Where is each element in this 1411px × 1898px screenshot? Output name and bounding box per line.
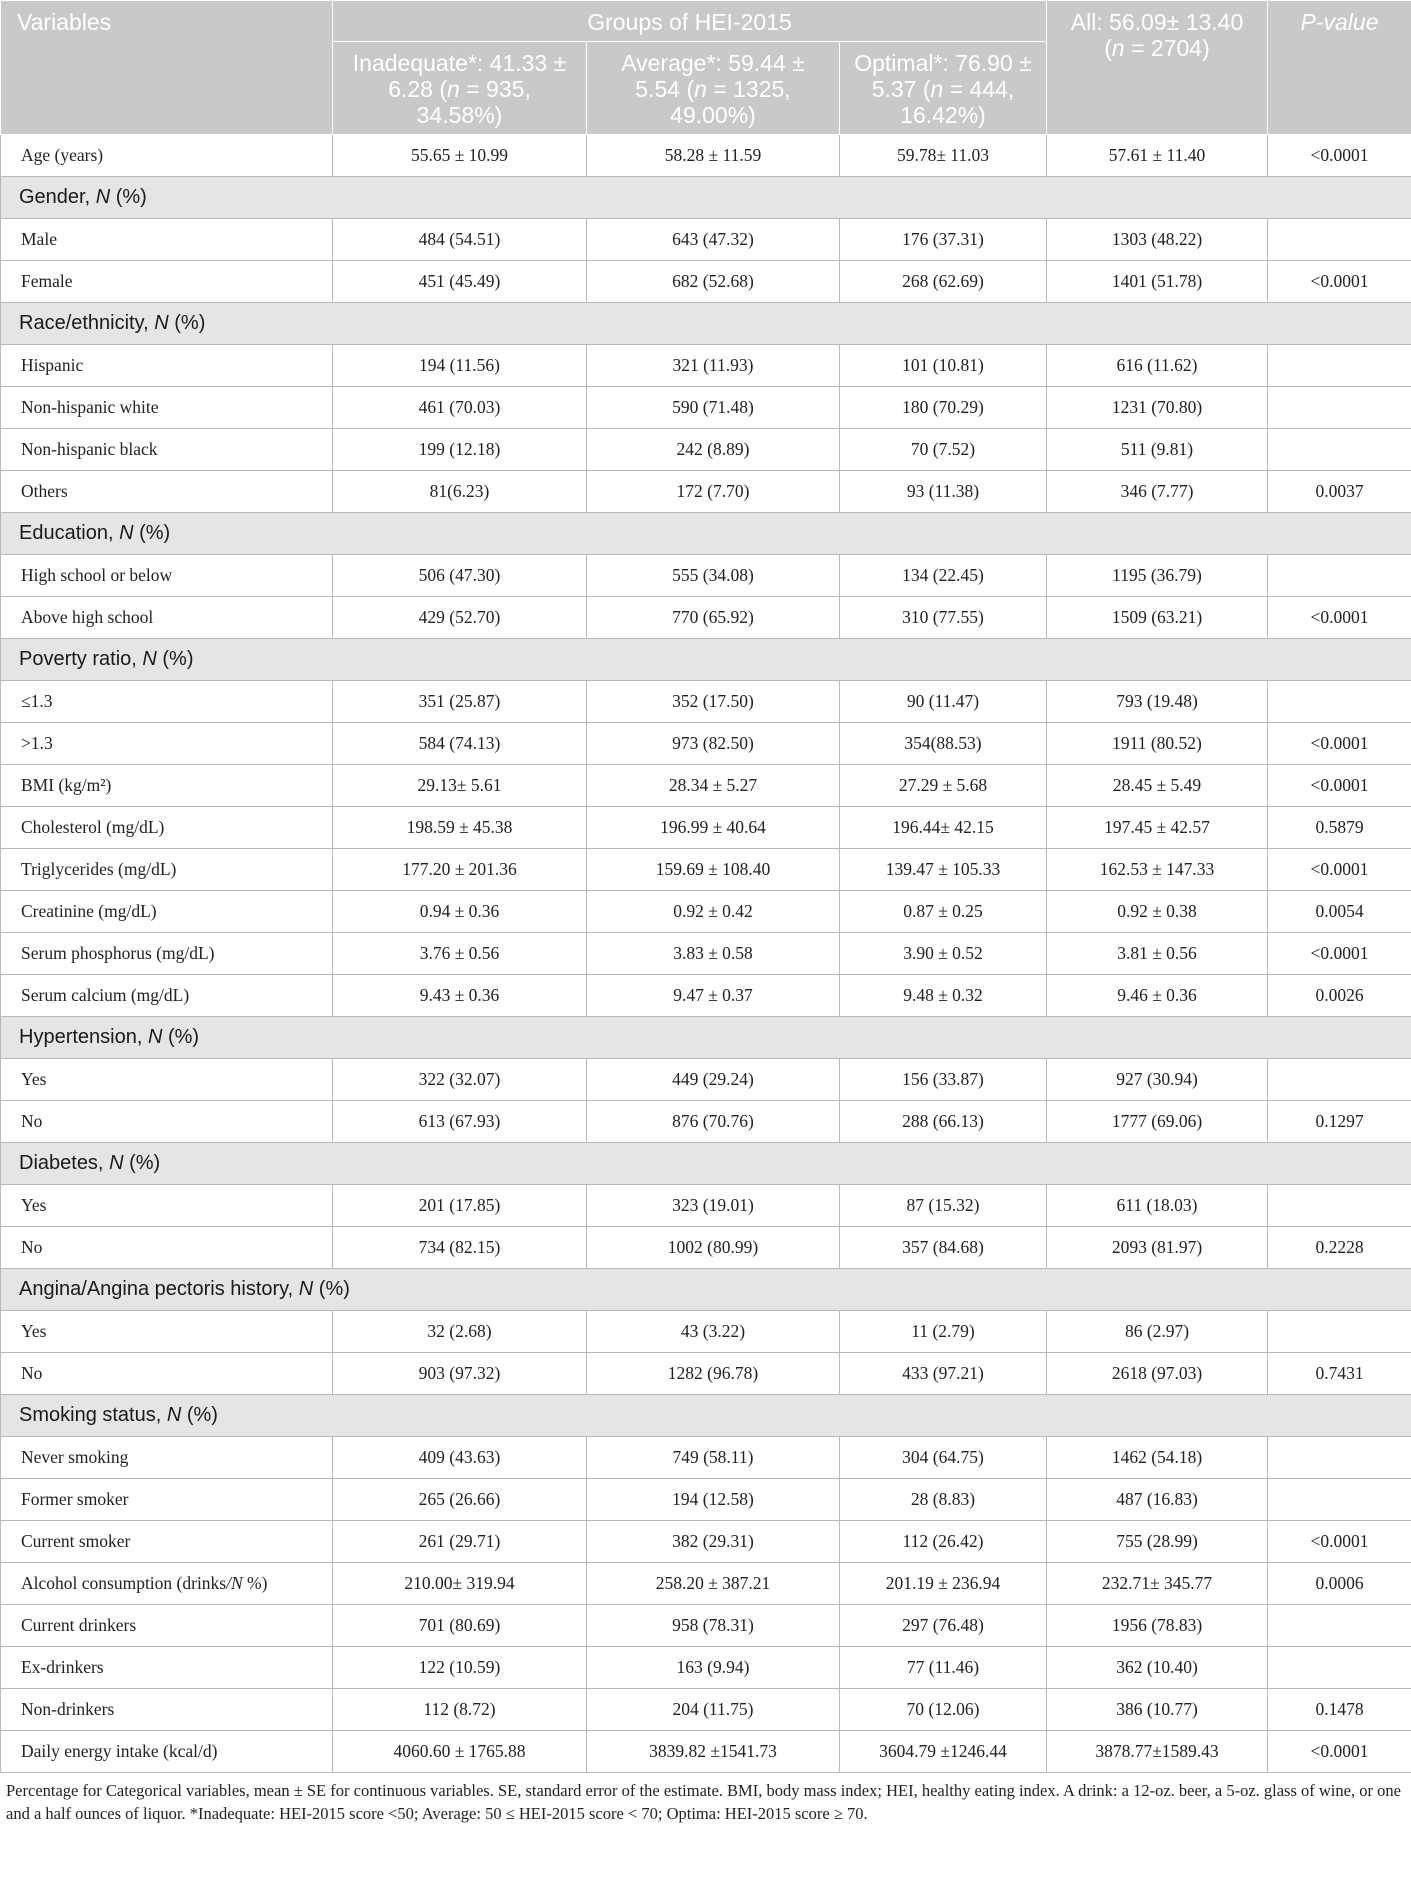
row-label: Current drinkers bbox=[1, 1605, 333, 1647]
header-groups-title: Groups of HEI-2015 bbox=[333, 1, 1047, 42]
row-label: Yes bbox=[1, 1185, 333, 1227]
table-footnote: Percentage for Categorical variables, mean ± SE for continuous variables. SE, standard error of the estimate. BMI, body mass index; HEI, healthy eating index. A drink: a 12-oz. beer, a 5-oz. glass of wine, or one and a half ounces of liquor. *Inadequate: HEI-2015 score <50; Average: 50 ≤ HEI-2015 score < 70; Optima: HEI-2015 score ≥ 70. bbox=[6, 1781, 1401, 1823]
cell-average: 876 (70.76) bbox=[587, 1101, 840, 1143]
cell-all: 1956 (78.83) bbox=[1047, 1605, 1268, 1647]
cell-optimal: 28 (8.83) bbox=[840, 1479, 1047, 1521]
cell-inadequate: 506 (47.30) bbox=[333, 555, 587, 597]
header-group-inadequate: Inadequate*: 41.33 ± 6.28 (n = 935, 34.58%) bbox=[333, 42, 587, 135]
cell-all: 1911 (80.52) bbox=[1047, 723, 1268, 765]
cell-average: 958 (78.31) bbox=[587, 1605, 840, 1647]
cell-inadequate: 3.76 ± 0.56 bbox=[333, 933, 587, 975]
row-label: No bbox=[1, 1101, 333, 1143]
section-label: Education, N (%) bbox=[1, 513, 1411, 555]
section-row bbox=[1, 639, 1411, 681]
cell-inadequate: 199 (12.18) bbox=[333, 429, 587, 471]
table-row bbox=[1, 1605, 1411, 1647]
cell-all: 386 (10.77) bbox=[1047, 1689, 1268, 1731]
cell-inadequate: 351 (25.87) bbox=[333, 681, 587, 723]
cell-all: 487 (16.83) bbox=[1047, 1479, 1268, 1521]
cell-pvalue bbox=[1268, 1437, 1411, 1479]
cell-inadequate: 613 (67.93) bbox=[333, 1101, 587, 1143]
cell-all: 1303 (48.22) bbox=[1047, 219, 1268, 261]
row-label: ≤1.3 bbox=[1, 681, 333, 723]
row-label: >1.3 bbox=[1, 723, 333, 765]
table-row bbox=[1, 1731, 1411, 1773]
row-label: Cholesterol (mg/dL) bbox=[1, 807, 333, 849]
table-row bbox=[1, 597, 1411, 639]
cell-all: 362 (10.40) bbox=[1047, 1647, 1268, 1689]
cell-optimal: 354(88.53) bbox=[840, 723, 1047, 765]
cell-all: 511 (9.81) bbox=[1047, 429, 1268, 471]
cell-optimal: 59.78± 11.03 bbox=[840, 135, 1047, 177]
row-label: Alcohol consumption (drinks/N %) bbox=[1, 1563, 333, 1605]
row-label: Non-hispanic black bbox=[1, 429, 333, 471]
row-label: Non-drinkers bbox=[1, 1689, 333, 1731]
cell-inadequate: 177.20 ± 201.36 bbox=[333, 849, 587, 891]
cell-optimal: 3.90 ± 0.52 bbox=[840, 933, 1047, 975]
table-row bbox=[1, 345, 1411, 387]
cell-optimal: 196.44± 42.15 bbox=[840, 807, 1047, 849]
cell-pvalue bbox=[1268, 345, 1411, 387]
cell-all: 611 (18.03) bbox=[1047, 1185, 1268, 1227]
table-row bbox=[1, 891, 1411, 933]
cell-all: 755 (28.99) bbox=[1047, 1521, 1268, 1563]
row-label: No bbox=[1, 1353, 333, 1395]
cell-inadequate: 4060.60 ± 1765.88 bbox=[333, 1731, 587, 1773]
cell-average: 643 (47.32) bbox=[587, 219, 840, 261]
section-label: Poverty ratio, N (%) bbox=[1, 639, 1411, 681]
table-row bbox=[1, 1689, 1411, 1731]
section-label: Race/ethnicity, N (%) bbox=[1, 303, 1411, 345]
cell-all: 162.53 ± 147.33 bbox=[1047, 849, 1268, 891]
cell-all: 346 (7.77) bbox=[1047, 471, 1268, 513]
row-label: Ex-drinkers bbox=[1, 1647, 333, 1689]
section-label: Gender, N (%) bbox=[1, 177, 1411, 219]
cell-all: 28.45 ± 5.49 bbox=[1047, 765, 1268, 807]
cell-all: 1509 (63.21) bbox=[1047, 597, 1268, 639]
cell-average: 3839.82 ±1541.73 bbox=[587, 1731, 840, 1773]
table-row bbox=[1, 261, 1411, 303]
cell-pvalue bbox=[1268, 1605, 1411, 1647]
cell-average: 973 (82.50) bbox=[587, 723, 840, 765]
table-row bbox=[1, 1479, 1411, 1521]
cell-optimal: 93 (11.38) bbox=[840, 471, 1047, 513]
row-label: Serum phosphorus (mg/dL) bbox=[1, 933, 333, 975]
cell-inadequate: 734 (82.15) bbox=[333, 1227, 587, 1269]
section-row bbox=[1, 1143, 1411, 1185]
section-label: Smoking status, N (%) bbox=[1, 1395, 1411, 1437]
cell-optimal: 134 (22.45) bbox=[840, 555, 1047, 597]
row-label: Yes bbox=[1, 1311, 333, 1353]
cell-optimal: 70 (7.52) bbox=[840, 429, 1047, 471]
cell-pvalue: <0.0001 bbox=[1268, 765, 1411, 807]
cell-all: 1462 (54.18) bbox=[1047, 1437, 1268, 1479]
table-row bbox=[1, 1101, 1411, 1143]
row-label: Non-hispanic white bbox=[1, 387, 333, 429]
cell-inadequate: 265 (26.66) bbox=[333, 1479, 587, 1521]
cell-inadequate: 461 (70.03) bbox=[333, 387, 587, 429]
cell-all: 1401 (51.78) bbox=[1047, 261, 1268, 303]
table-body bbox=[1, 135, 1411, 1773]
cell-average: 1282 (96.78) bbox=[587, 1353, 840, 1395]
table-row bbox=[1, 135, 1411, 177]
cell-pvalue bbox=[1268, 1647, 1411, 1689]
cell-average: 43 (3.22) bbox=[587, 1311, 840, 1353]
cell-average: 9.47 ± 0.37 bbox=[587, 975, 840, 1017]
cell-pvalue: 0.0026 bbox=[1268, 975, 1411, 1017]
cell-pvalue: 0.1478 bbox=[1268, 1689, 1411, 1731]
cell-optimal: 310 (77.55) bbox=[840, 597, 1047, 639]
cell-optimal: 304 (64.75) bbox=[840, 1437, 1047, 1479]
section-row bbox=[1, 1269, 1411, 1311]
cell-optimal: 87 (15.32) bbox=[840, 1185, 1047, 1227]
row-label: Age (years) bbox=[1, 135, 333, 177]
row-label: Daily energy intake (kcal/d) bbox=[1, 1731, 333, 1773]
cell-inadequate: 322 (32.07) bbox=[333, 1059, 587, 1101]
table-row bbox=[1, 471, 1411, 513]
cell-inadequate: 429 (52.70) bbox=[333, 597, 587, 639]
row-label: High school or below bbox=[1, 555, 333, 597]
cell-average: 1002 (80.99) bbox=[587, 1227, 840, 1269]
cell-pvalue: 0.0006 bbox=[1268, 1563, 1411, 1605]
cell-optimal: 176 (37.31) bbox=[840, 219, 1047, 261]
cell-optimal: 433 (97.21) bbox=[840, 1353, 1047, 1395]
row-label: Yes bbox=[1, 1059, 333, 1101]
cell-optimal: 9.48 ± 0.32 bbox=[840, 975, 1047, 1017]
cell-average: 555 (34.08) bbox=[587, 555, 840, 597]
cell-pvalue: <0.0001 bbox=[1268, 135, 1411, 177]
table-row bbox=[1, 849, 1411, 891]
header-variables: Variables bbox=[1, 1, 333, 135]
table-row bbox=[1, 765, 1411, 807]
row-label: BMI (kg/m²) bbox=[1, 765, 333, 807]
cell-pvalue: <0.0001 bbox=[1268, 933, 1411, 975]
cell-average: 204 (11.75) bbox=[587, 1689, 840, 1731]
cell-average: 28.34 ± 5.27 bbox=[587, 765, 840, 807]
cell-all: 86 (2.97) bbox=[1047, 1311, 1268, 1353]
cell-pvalue bbox=[1268, 387, 1411, 429]
cell-average: 352 (17.50) bbox=[587, 681, 840, 723]
row-label: Creatinine (mg/dL) bbox=[1, 891, 333, 933]
cell-pvalue: 0.5879 bbox=[1268, 807, 1411, 849]
cell-inadequate: 112 (8.72) bbox=[333, 1689, 587, 1731]
section-row bbox=[1, 1017, 1411, 1059]
cell-average: 749 (58.11) bbox=[587, 1437, 840, 1479]
cell-average: 323 (19.01) bbox=[587, 1185, 840, 1227]
cell-all: 927 (30.94) bbox=[1047, 1059, 1268, 1101]
cell-average: 242 (8.89) bbox=[587, 429, 840, 471]
cell-inadequate: 194 (11.56) bbox=[333, 345, 587, 387]
cell-pvalue: <0.0001 bbox=[1268, 849, 1411, 891]
cell-optimal: 11 (2.79) bbox=[840, 1311, 1047, 1353]
cell-all: 1231 (70.80) bbox=[1047, 387, 1268, 429]
table-row bbox=[1, 1059, 1411, 1101]
cell-inadequate: 0.94 ± 0.36 bbox=[333, 891, 587, 933]
cell-optimal: 90 (11.47) bbox=[840, 681, 1047, 723]
cell-inadequate: 584 (74.13) bbox=[333, 723, 587, 765]
table-row bbox=[1, 1521, 1411, 1563]
cell-all: 197.45 ± 42.57 bbox=[1047, 807, 1268, 849]
cell-average: 382 (29.31) bbox=[587, 1521, 840, 1563]
cell-pvalue: 0.0054 bbox=[1268, 891, 1411, 933]
cell-inadequate: 55.65 ± 10.99 bbox=[333, 135, 587, 177]
table-header bbox=[1, 1, 1411, 135]
cell-pvalue: <0.0001 bbox=[1268, 1731, 1411, 1773]
cell-average: 163 (9.94) bbox=[587, 1647, 840, 1689]
table-row bbox=[1, 681, 1411, 723]
table-row bbox=[1, 807, 1411, 849]
table-row bbox=[1, 1647, 1411, 1689]
row-label: No bbox=[1, 1227, 333, 1269]
row-label: Never smoking bbox=[1, 1437, 333, 1479]
cell-pvalue bbox=[1268, 429, 1411, 471]
cell-all: 2618 (97.03) bbox=[1047, 1353, 1268, 1395]
cell-all: 57.61 ± 11.40 bbox=[1047, 135, 1268, 177]
table-row bbox=[1, 219, 1411, 261]
cell-optimal: 156 (33.87) bbox=[840, 1059, 1047, 1101]
cell-inadequate: 32 (2.68) bbox=[333, 1311, 587, 1353]
section-row bbox=[1, 513, 1411, 555]
cell-inadequate: 122 (10.59) bbox=[333, 1647, 587, 1689]
cell-inadequate: 451 (45.49) bbox=[333, 261, 587, 303]
cell-pvalue: <0.0001 bbox=[1268, 597, 1411, 639]
cell-pvalue: 0.2228 bbox=[1268, 1227, 1411, 1269]
table-row bbox=[1, 1311, 1411, 1353]
cell-average: 58.28 ± 11.59 bbox=[587, 135, 840, 177]
table-row bbox=[1, 1437, 1411, 1479]
cell-inadequate: 198.59 ± 45.38 bbox=[333, 807, 587, 849]
section-label: Diabetes, N (%) bbox=[1, 1143, 1411, 1185]
header-pvalue: P-value bbox=[1268, 1, 1411, 135]
cell-inadequate: 261 (29.71) bbox=[333, 1521, 587, 1563]
cell-pvalue bbox=[1268, 1059, 1411, 1101]
cell-pvalue: 0.7431 bbox=[1268, 1353, 1411, 1395]
cell-inadequate: 210.00± 319.94 bbox=[333, 1563, 587, 1605]
cell-pvalue: <0.0001 bbox=[1268, 1521, 1411, 1563]
cell-optimal: 112 (26.42) bbox=[840, 1521, 1047, 1563]
section-row bbox=[1, 177, 1411, 219]
table-row bbox=[1, 1353, 1411, 1395]
cell-all: 9.46 ± 0.36 bbox=[1047, 975, 1268, 1017]
cell-average: 449 (29.24) bbox=[587, 1059, 840, 1101]
cell-average: 590 (71.48) bbox=[587, 387, 840, 429]
cell-pvalue bbox=[1268, 555, 1411, 597]
section-row bbox=[1, 1395, 1411, 1437]
row-label: Others bbox=[1, 471, 333, 513]
header-group-optimal: Optimal*: 76.90 ± 5.37 (n = 444, 16.42%) bbox=[840, 42, 1047, 135]
cell-inadequate: 81(6.23) bbox=[333, 471, 587, 513]
cell-optimal: 0.87 ± 0.25 bbox=[840, 891, 1047, 933]
section-label: Hypertension, N (%) bbox=[1, 1017, 1411, 1059]
row-label: Former smoker bbox=[1, 1479, 333, 1521]
cell-average: 159.69 ± 108.40 bbox=[587, 849, 840, 891]
cell-optimal: 357 (84.68) bbox=[840, 1227, 1047, 1269]
cell-optimal: 77 (11.46) bbox=[840, 1647, 1047, 1689]
header-group-average: Average*: 59.44 ± 5.54 (n = 1325, 49.00%) bbox=[587, 42, 840, 135]
cell-optimal: 180 (70.29) bbox=[840, 387, 1047, 429]
cell-inadequate: 29.13± 5.61 bbox=[333, 765, 587, 807]
table-row bbox=[1, 933, 1411, 975]
cell-all: 232.71± 345.77 bbox=[1047, 1563, 1268, 1605]
cell-optimal: 70 (12.06) bbox=[840, 1689, 1047, 1731]
cell-pvalue bbox=[1268, 681, 1411, 723]
cell-average: 0.92 ± 0.42 bbox=[587, 891, 840, 933]
cell-optimal: 297 (76.48) bbox=[840, 1605, 1047, 1647]
cell-all: 3.81 ± 0.56 bbox=[1047, 933, 1268, 975]
row-label: Female bbox=[1, 261, 333, 303]
cell-inadequate: 903 (97.32) bbox=[333, 1353, 587, 1395]
cell-average: 3.83 ± 0.58 bbox=[587, 933, 840, 975]
cell-optimal: 268 (62.69) bbox=[840, 261, 1047, 303]
row-label: Male bbox=[1, 219, 333, 261]
cell-pvalue bbox=[1268, 1185, 1411, 1227]
cell-optimal: 101 (10.81) bbox=[840, 345, 1047, 387]
cell-pvalue bbox=[1268, 1479, 1411, 1521]
cell-inadequate: 484 (54.51) bbox=[333, 219, 587, 261]
row-label: Serum calcium (mg/dL) bbox=[1, 975, 333, 1017]
cell-all: 3878.77±1589.43 bbox=[1047, 1731, 1268, 1773]
cell-optimal: 288 (66.13) bbox=[840, 1101, 1047, 1143]
cell-all: 1777 (69.06) bbox=[1047, 1101, 1268, 1143]
cell-pvalue: 0.0037 bbox=[1268, 471, 1411, 513]
table-row bbox=[1, 1563, 1411, 1605]
cell-inadequate: 409 (43.63) bbox=[333, 1437, 587, 1479]
cell-all: 793 (19.48) bbox=[1047, 681, 1268, 723]
row-label: Hispanic bbox=[1, 345, 333, 387]
cell-pvalue bbox=[1268, 1311, 1411, 1353]
cell-pvalue bbox=[1268, 219, 1411, 261]
cell-average: 321 (11.93) bbox=[587, 345, 840, 387]
cell-average: 196.99 ± 40.64 bbox=[587, 807, 840, 849]
cell-inadequate: 701 (80.69) bbox=[333, 1605, 587, 1647]
cell-optimal: 27.29 ± 5.68 bbox=[840, 765, 1047, 807]
cell-all: 2093 (81.97) bbox=[1047, 1227, 1268, 1269]
cell-pvalue: 0.1297 bbox=[1268, 1101, 1411, 1143]
cell-average: 258.20 ± 387.21 bbox=[587, 1563, 840, 1605]
section-label: Angina/Angina pectoris history, N (%) bbox=[1, 1269, 1411, 1311]
section-row bbox=[1, 303, 1411, 345]
cell-all: 1195 (36.79) bbox=[1047, 555, 1268, 597]
cell-all: 0.92 ± 0.38 bbox=[1047, 891, 1268, 933]
cell-average: 770 (65.92) bbox=[587, 597, 840, 639]
cell-all: 616 (11.62) bbox=[1047, 345, 1268, 387]
cell-average: 682 (52.68) bbox=[587, 261, 840, 303]
table-row bbox=[1, 975, 1411, 1017]
row-label: Triglycerides (mg/dL) bbox=[1, 849, 333, 891]
cell-pvalue: <0.0001 bbox=[1268, 723, 1411, 765]
cell-optimal: 3604.79 ±1246.44 bbox=[840, 1731, 1047, 1773]
cell-inadequate: 201 (17.85) bbox=[333, 1185, 587, 1227]
cell-optimal: 201.19 ± 236.94 bbox=[840, 1563, 1047, 1605]
cell-average: 172 (7.70) bbox=[587, 471, 840, 513]
table-row bbox=[1, 387, 1411, 429]
row-label: Above high school bbox=[1, 597, 333, 639]
table-row bbox=[1, 1185, 1411, 1227]
cell-inadequate: 9.43 ± 0.36 bbox=[333, 975, 587, 1017]
cell-pvalue: <0.0001 bbox=[1268, 261, 1411, 303]
table-row bbox=[1, 429, 1411, 471]
row-label: Current smoker bbox=[1, 1521, 333, 1563]
table-row bbox=[1, 555, 1411, 597]
cell-optimal: 139.47 ± 105.33 bbox=[840, 849, 1047, 891]
header-all: All: 56.09± 13.40 (n = 2704) bbox=[1047, 1, 1268, 135]
cell-average: 194 (12.58) bbox=[587, 1479, 840, 1521]
table-row bbox=[1, 723, 1411, 765]
table-row bbox=[1, 1227, 1411, 1269]
